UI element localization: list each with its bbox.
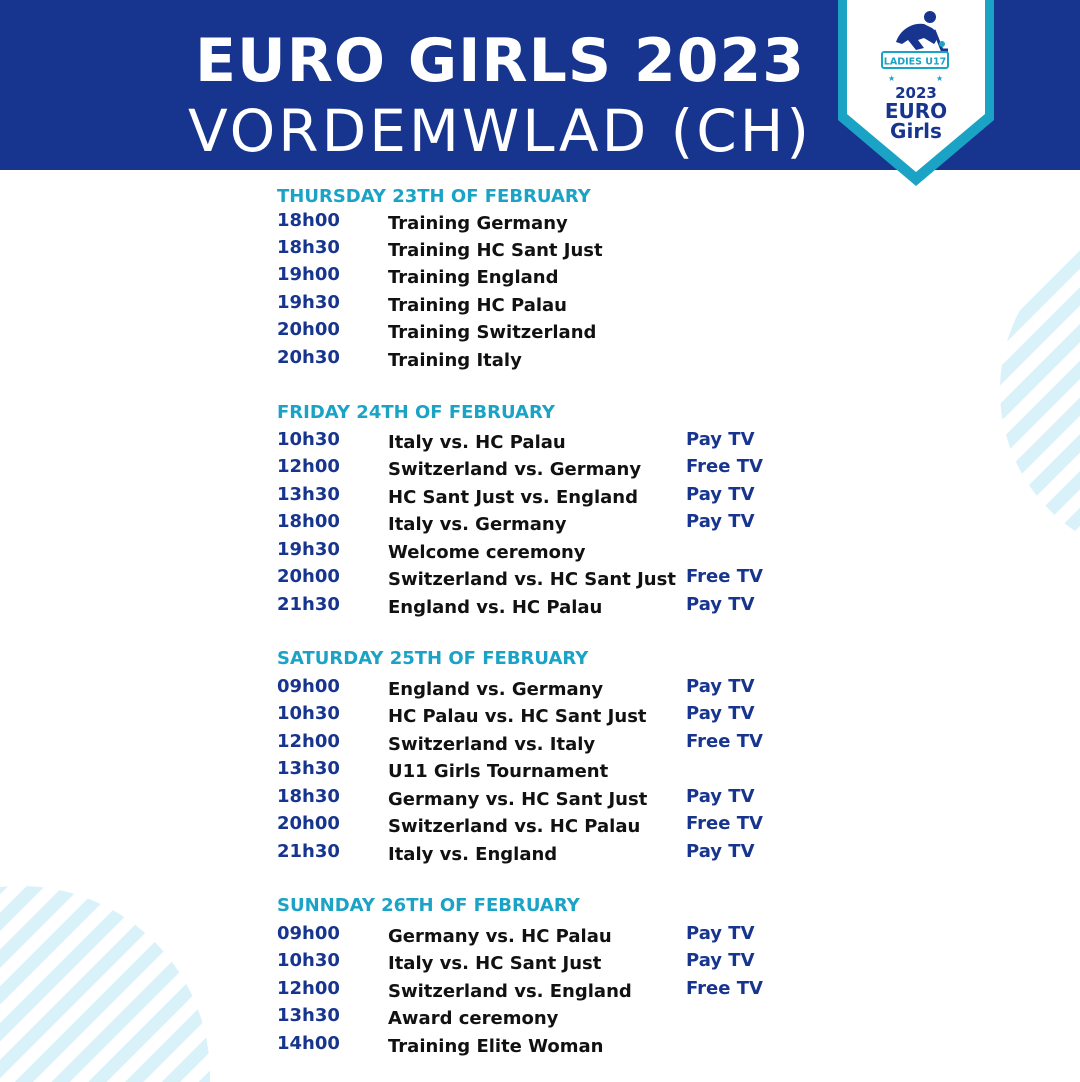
tv-broadcast: Pay TV [686,923,755,944]
schedule-row [0,786,1080,813]
schedule-row [0,539,1080,566]
page-title: EURO GIRLS 2023 [195,26,805,96]
event: Training Germany [388,213,568,234]
schedule-row [0,319,1080,346]
event: HC Sant Just vs. England [388,487,638,508]
day-heading-sunday: SUNNDAY 26TH OF FEBRUARY [277,895,580,916]
logo-line2: Girls [890,119,942,143]
event: Training HC Palau [388,295,567,316]
schedule-row [0,978,1080,1005]
time: 21h30 [277,841,340,862]
event: Italy vs. HC Palau [388,432,566,453]
time: 18h00 [277,210,340,231]
tv-broadcast: Pay TV [686,703,755,724]
event: Switzerland vs. Germany [388,459,642,480]
schedule-row [0,676,1080,703]
schedule-row [0,511,1080,538]
time: 12h00 [277,978,340,999]
event: Italy vs. HC Sant Just [388,953,602,974]
time: 12h00 [277,731,340,752]
tv-broadcast: Pay TV [686,484,755,505]
schedule-row [0,950,1080,977]
event: Italy vs. Germany [388,514,567,535]
time: 10h30 [277,429,340,450]
schedule-row [0,429,1080,456]
schedule-row [0,841,1080,868]
event: Training England [388,267,559,288]
event: Training Elite Woman [388,1036,604,1057]
logo-top-label: LADIES U17 [883,56,947,68]
logo-stars: ★ [888,74,896,83]
event: Training Italy [388,350,522,371]
tv-broadcast: Pay TV [686,429,755,450]
time: 20h00 [277,319,340,340]
time: 14h00 [277,1033,340,1054]
time: 20h00 [277,813,340,834]
time: 18h00 [277,511,340,532]
time: 13h30 [277,1005,340,1026]
time: 10h30 [277,703,340,724]
event: Award ceremony [388,1008,559,1029]
schedule-row [0,566,1080,593]
schedule-row [0,210,1080,237]
page-subtitle: VORDEMWLAD (CH) [187,97,813,165]
schedule-row [0,292,1080,319]
tv-broadcast: Free TV [686,813,763,834]
logo-line1: EURO [884,99,948,123]
schedule-row [0,1005,1080,1032]
event: Welcome ceremony [388,542,586,563]
time: 18h30 [277,786,340,807]
time: 19h00 [277,264,340,285]
event: Switzerland vs. Italy [388,734,596,755]
event: Germany vs. HC Sant Just [388,789,648,810]
tv-broadcast: Free TV [686,456,763,477]
time: 19h30 [277,539,340,560]
tv-broadcast: Free TV [686,566,763,587]
schedule-row [0,758,1080,785]
time: 18h30 [277,237,340,258]
time: 13h30 [277,484,340,505]
tv-broadcast: Pay TV [686,786,755,807]
tv-broadcast: Pay TV [686,841,755,862]
logo-year: 2023 [895,84,937,102]
schedule-row [0,484,1080,511]
schedule-row [0,1033,1080,1060]
schedule-row [0,923,1080,950]
tv-broadcast: Pay TV [686,511,755,532]
schedule-row [0,347,1080,374]
event: Germany vs. HC Palau [388,926,612,947]
schedule-row [0,237,1080,264]
day-heading-thursday: THURSDAY 23TH OF FEBRUARY [277,186,591,207]
tv-broadcast: Pay TV [686,676,755,697]
event: HC Palau vs. HC Sant Just [388,706,647,727]
logo-stars: ★ [936,74,944,83]
schedule-row [0,813,1080,840]
day-heading-saturday: SATURDAY 25TH OF FEBRUARY [277,648,589,669]
schedule-row [0,703,1080,730]
time: 09h00 [277,923,340,944]
schedule-row [0,456,1080,483]
schedule-row [0,731,1080,758]
tv-broadcast: Free TV [686,978,763,999]
event: Training HC Sant Just [388,240,603,261]
event: England vs. Germany [388,679,604,700]
event: Training Switzerland [388,322,597,343]
time: 21h30 [277,594,340,615]
event: Switzerland vs. England [388,981,632,1002]
time: 10h30 [277,950,340,971]
time: 19h30 [277,292,340,313]
schedule-row [0,264,1080,291]
event: Italy vs. England [388,844,558,865]
event: England vs. HC Palau [388,597,603,618]
event: U11 Girls Tournament [388,761,609,782]
time: 09h00 [277,676,340,697]
day-heading-friday: FRIDAY 24TH OF FEBRUARY [277,402,555,423]
schedule-row [0,594,1080,621]
time: 20h00 [277,566,340,587]
time: 13h30 [277,758,340,779]
tv-broadcast: Pay TV [686,594,755,615]
time: 20h30 [277,347,340,368]
event: Switzerland vs. HC Sant Just [388,569,676,590]
time: 12h00 [277,456,340,477]
tv-broadcast: Pay TV [686,950,755,971]
event: Switzerland vs. HC Palau [388,816,641,837]
tv-broadcast: Free TV [686,731,763,752]
